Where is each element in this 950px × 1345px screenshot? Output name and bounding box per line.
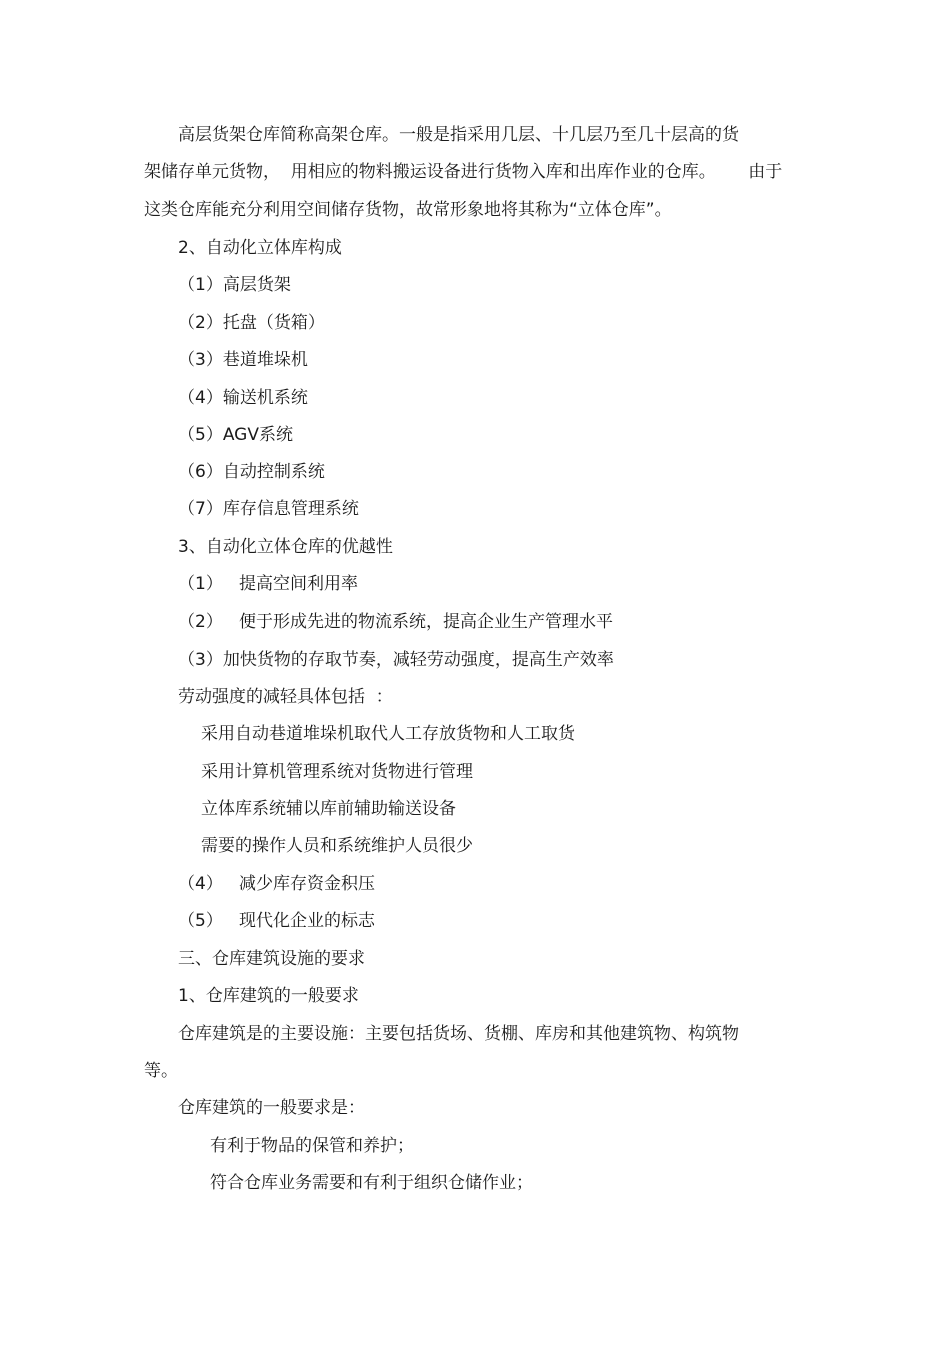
paragraph-facilities-line-2: 等。 <box>144 1061 178 1081</box>
sub-list-item: 立体库系统辅以库前辅助输送设备 <box>201 799 456 819</box>
paragraph-intro-line-2: 架储存单元货物， 用相应的物料搬运设备进行货物入库和出库作业的仓库。 由于 <box>144 162 783 182</box>
list-item: （4） 减少库存资金积压 <box>178 874 376 894</box>
paragraph-intro-line-1: 高层货架仓库简称高架仓库。一般是指采用几层、十几层乃至几十层高的货 <box>178 125 739 145</box>
section-heading-composition: 2、自动化立体库构成 <box>178 238 342 258</box>
list-item: （2）托盘（货箱） <box>178 313 325 333</box>
sub-list-item: 采用自动巷道堆垛机取代人工存放货物和人工取货 <box>201 724 575 744</box>
list-item: （6）自动控制系统 <box>178 462 325 482</box>
sub-list-item: 符合仓库业务需要和有利于组织仓储作业； <box>210 1173 533 1193</box>
sub-list-item: 采用计算机管理系统对货物进行管理 <box>201 762 473 782</box>
list-item: （5） 现代化企业的标志 <box>178 911 376 931</box>
sub-heading-labor-reduction: 劳动强度的减轻具体包括 ： <box>178 687 393 707</box>
section-heading-general-requirements: 1、仓库建筑的一般要求 <box>178 986 359 1006</box>
list-item: （7）库存信息管理系统 <box>178 499 359 519</box>
list-item: （4）输送机系统 <box>178 388 308 408</box>
list-item: （3）加快货物的存取节奏，减轻劳动强度，提高生产效率 <box>178 650 614 670</box>
section-heading-advantages: 3、自动化立体仓库的优越性 <box>178 537 393 557</box>
list-item: （1）高层货架 <box>178 275 291 295</box>
paragraph-requirements-intro: 仓库建筑的一般要求是： <box>178 1098 365 1118</box>
list-item: （1） 提高空间利用率 <box>178 574 359 594</box>
list-item: （3）巷道堆垛机 <box>178 350 308 370</box>
list-item: （5）AGV系统 <box>178 425 293 445</box>
sub-list-item: 需要的操作人员和系统维护人员很少 <box>201 836 473 856</box>
paragraph-intro-line-3: 这类仓库能充分利用空间储存货物，故常形象地将其称为“立体仓库”。 <box>144 200 672 220</box>
sub-list-item: 有利于物品的保管和养护； <box>210 1136 414 1156</box>
chapter-heading-building-requirements: 三、仓库建筑设施的要求 <box>178 949 365 969</box>
list-item: （2） 便于形成先进的物流系统，提高企业生产管理水平 <box>178 612 614 632</box>
paragraph-facilities-line-1: 仓库建筑是的主要设施：主要包括货场、货棚、库房和其他建筑物、构筑物 <box>178 1024 739 1044</box>
